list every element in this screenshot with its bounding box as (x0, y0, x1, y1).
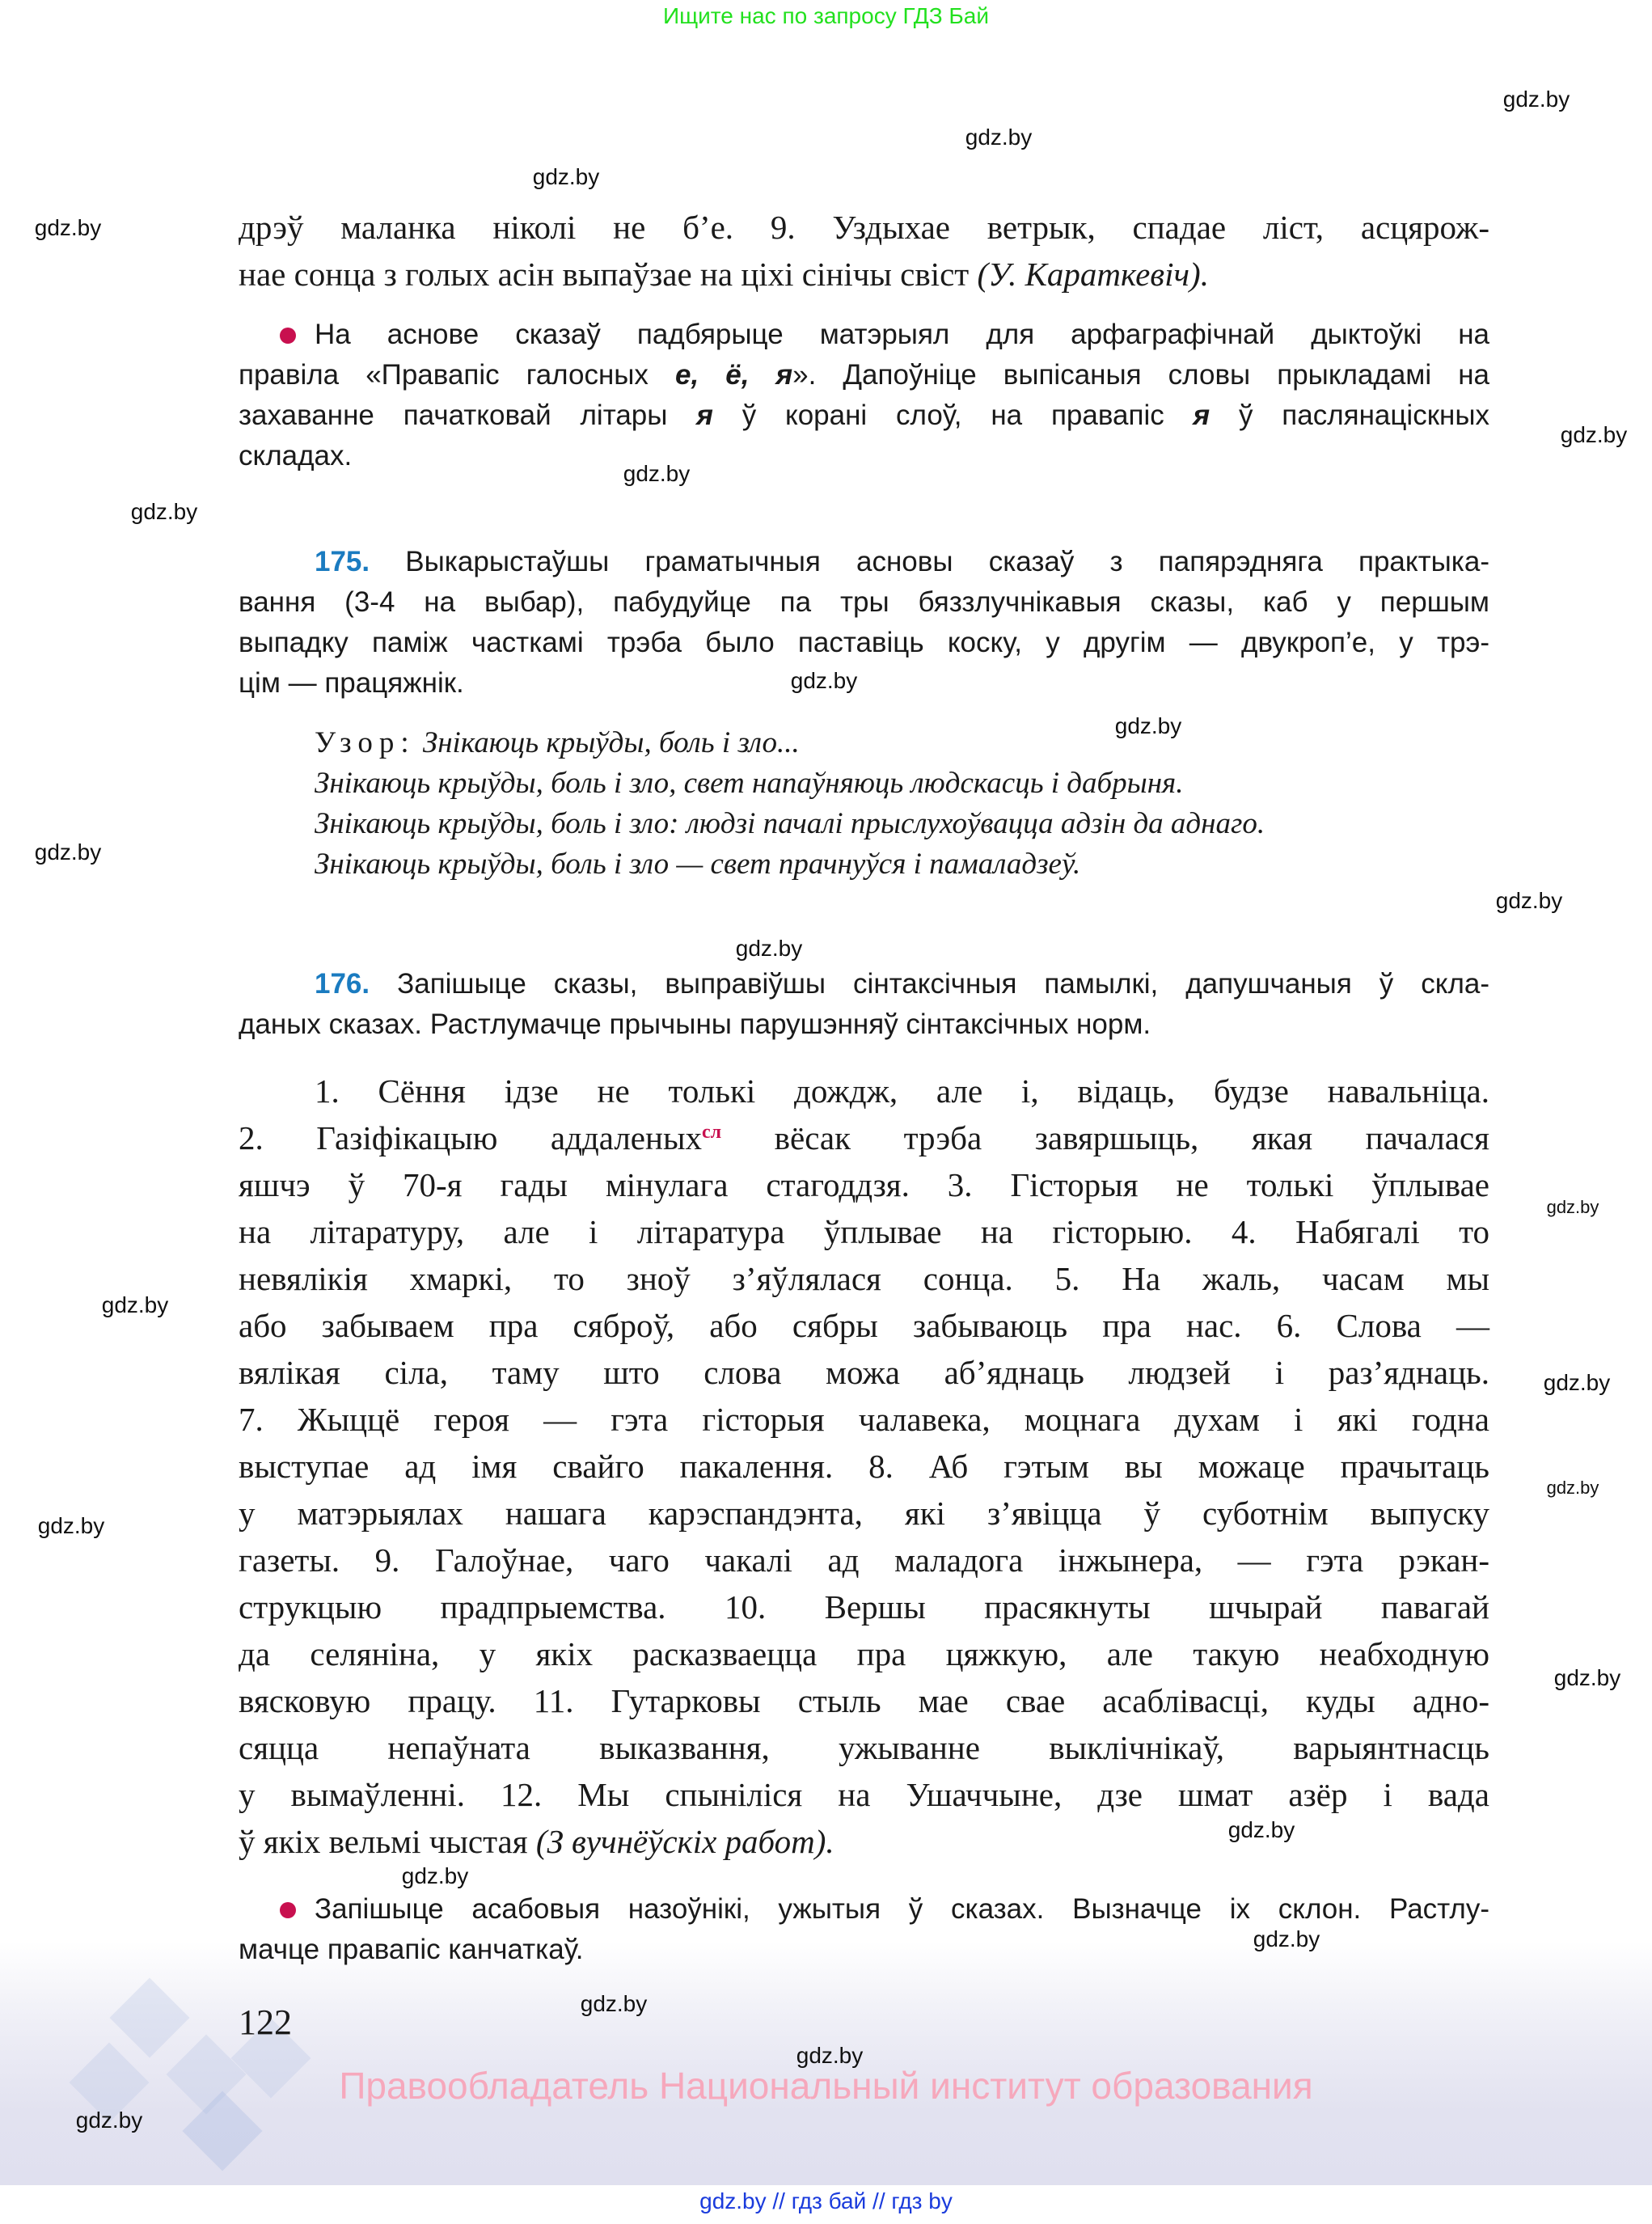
text-line (239, 1724, 1489, 1771)
watermark-text: gdz.by (1553, 1665, 1621, 1690)
text-segment: невялікія хмаркі, то зноў з’яўлялася сонца. 5. На жаль, часам мы (239, 1260, 1489, 1297)
example-uzor (239, 723, 1489, 885)
exercise-175 (239, 542, 1489, 704)
text-line (239, 1771, 1489, 1818)
text-line (239, 623, 1489, 663)
text-line (239, 1677, 1489, 1724)
text-line (239, 315, 1489, 355)
text-segment: у матэрыялах нашага карэспандэнта, які з’явіцца ў суботнім выпуску (239, 1495, 1489, 1532)
text-segment: Выкарыстаўшы граматычныя асновы сказаў з папярэдняга практыка- (370, 546, 1489, 577)
text-segment: ў паслянаціскных (1210, 400, 1490, 431)
exercise-number: 175. (315, 546, 370, 577)
text-line (239, 1630, 1489, 1677)
text-segment: ». Дапоўніце выпісаныя словы прыкладамі на (792, 359, 1489, 391)
text-segment: ў корані слоў, на правапіс (712, 400, 1194, 431)
text-segment: е, ё, я (675, 359, 793, 391)
text-segment: Знікаюць крыўды, боль і зло: людзі пачалі прыслухоўвацца адзін да аднаго. (315, 807, 1265, 840)
text-line (239, 1889, 1489, 1930)
text-segment: дрэў маланка ніколі не б’е. 9. Уздыхае ветрык, спадае ліст, асцярож- (239, 209, 1489, 246)
text-segment: (З вучнёўскіх работ). (535, 1823, 834, 1860)
text-segment: выпадку паміж часткамі трэба было паставіць коску, у другім — двукроп’е, у трэ- (239, 627, 1489, 658)
watermark-text: gdz.by (735, 936, 803, 961)
watermark-text: gdz.by (790, 668, 858, 693)
text-line (239, 763, 1489, 804)
task-bullet-dictation (239, 315, 1489, 476)
watermark-text: gdz.by (965, 125, 1033, 150)
text-segment: або забываем пра сяброў, або сябры забываюць пра нас. 6. Слова — (239, 1307, 1489, 1344)
text-segment: да селяніна, у якіх расказваецца пра цяжкую, але такую неабходную (239, 1635, 1489, 1672)
search-banner: Ищите нас по запросу ГДЗ Бай (662, 3, 990, 28)
superscript-mark: сл (702, 1122, 722, 1143)
page-number: 122 (239, 2002, 292, 2042)
text-line (239, 1255, 1489, 1302)
text-line (239, 1114, 1489, 1161)
watermark-text: gdz.by (580, 1991, 648, 2016)
text-segment: выступае ад імя свайго пакалення. 8. Аб гэтым вы можаце прачытаць (239, 1448, 1489, 1485)
rights-holder-watermark: Правообладатель Национальный институт образования (339, 2065, 1313, 2107)
text-segment: у вымаўленні. 12. Мы спыніліся на Ушаччыне, дзе шмат азёр і вада (239, 1776, 1489, 1813)
watermark-text: gdz.by (623, 461, 691, 486)
text-line (239, 1004, 1489, 1045)
exercise-176-sentences (239, 1068, 1489, 1865)
text-line (239, 1443, 1489, 1490)
text-segment: Знікаюць крыўды, боль і зло... (415, 726, 800, 759)
text-segment: нае сонца з голых асін выпаўзае на ціхі сінічы свіст (239, 256, 978, 293)
watermark-text: gdz.by (1114, 713, 1182, 738)
text-segment: сяцца непаўната выказвання, ужыванне выклічнікаў, варыянтнасць (239, 1729, 1489, 1766)
text-segment: 2. Газіфікацыю аддаленых (239, 1119, 702, 1156)
text-segment: ў якіх вельмі чыстая (239, 1823, 536, 1860)
text-line (239, 1208, 1489, 1255)
previous-exercise-text (239, 204, 1489, 298)
watermark-text: gdz.by (1502, 87, 1570, 112)
text-segment: я (1193, 400, 1210, 431)
text-segment: Запішыце асабовыя назоўнікі, ужытыя ў сказах. Вызначце іх склон. Растлу- (315, 1893, 1489, 1925)
watermark-text: gdz.by (532, 164, 600, 189)
watermark-text: gdz.by (1546, 1197, 1599, 1217)
text-segment: цім — працяжнік. (239, 667, 464, 699)
watermark-text: gdz.by (130, 499, 198, 524)
watermark-text: gdz.by (1546, 1478, 1599, 1498)
watermark-text: gdz.by (37, 1513, 105, 1538)
text-segment: яшчэ ў 70-я гады мінулага стагоддзя. 3. Гісторыя не толькі ўплывае (239, 1166, 1489, 1203)
text-line (239, 1161, 1489, 1208)
text-line (239, 542, 1489, 582)
text-line (239, 436, 1489, 476)
text-segment: (У. Караткевіч). (977, 256, 1209, 293)
text-segment: даных сказах. Растлумачце прычыны парушэнняў сінтаксічных норм. (239, 1008, 1151, 1040)
text-line (239, 204, 1489, 251)
text-segment: Узор: (315, 726, 416, 759)
watermark-text: gdz.by (1543, 1370, 1611, 1395)
text-segment: газеты. 9. Галоўнае, чаго чакалі ад маладога інжынера, — гэта рэкан- (239, 1541, 1489, 1579)
text-line (239, 1349, 1489, 1396)
text-segment: захаванне пачатковай літары (239, 400, 697, 431)
text-segment: правіла «Правапіс галосных (239, 359, 675, 391)
text-segment: Знікаюць крыўды, боль і зло, свет напаўняюць людскасць і дабрыня. (315, 767, 1184, 800)
text-line (239, 723, 1489, 763)
text-line (239, 395, 1489, 436)
text-segment: На аснове сказаў падбярыце матэрыял для арфаграфічнай дыктоўкі на (315, 319, 1489, 350)
text-segment: Знікаюць крыўды, боль і зло — свет прачнуўся і памаладзеў. (315, 848, 1081, 881)
watermark-text: gdz.by (1560, 422, 1628, 447)
watermark-text: gdz.by (401, 1863, 469, 1888)
text-line (239, 663, 1489, 704)
text-segment: вясковую працу. 11. Гутарковы стыль мае свае асаблівасці, куды адно- (239, 1682, 1489, 1719)
text-line (239, 1583, 1489, 1630)
text-line (239, 964, 1489, 1004)
watermark-text: gdz.by (1253, 1926, 1320, 1951)
exercise-number: 176. (315, 968, 370, 1000)
watermark-text: gdz.by (101, 1292, 169, 1317)
exercise-176 (239, 964, 1489, 1045)
text-line (239, 1068, 1489, 1114)
text-segment: вёсак трэба завяршыць, якая пачалася (721, 1119, 1489, 1156)
text-line (239, 1302, 1489, 1349)
text-segment: мачце правапіс канчаткаў. (239, 1934, 584, 1965)
text-segment: вання (3-4 на выбар), пабудуйце па тры бяззлучнікавыя сказы, каб у першым (239, 586, 1489, 618)
text-line (239, 251, 1489, 298)
watermark-text: gdz.by (1495, 888, 1563, 913)
text-segment: Запішыце сказы, выправіўшы сінтаксічныя памылкі, дапушчаныя ў скла- (370, 968, 1489, 1000)
text-segment: струкцыю прадпрыемства. 10. Вершы прасякнуты шчырай павагай (239, 1588, 1489, 1626)
text-segment: на літаратуру, але і літаратура ўплывае на гісторыю. 4. Набягалі то (239, 1213, 1489, 1250)
text-line (239, 1818, 1489, 1865)
text-line (239, 355, 1489, 395)
text-line (239, 582, 1489, 623)
watermark-text: gdz.by (1227, 1817, 1295, 1842)
text-line (239, 844, 1489, 885)
text-segment: вялікая сіла, таму што слова можа аб’яднаць людзей і раз’яднаць. (239, 1354, 1489, 1391)
text-line (239, 1396, 1489, 1443)
text-segment: 1. Сёння ідзе не толькі дождж, але і, відаць, будзе навальніца. (315, 1072, 1489, 1110)
text-segment: складах. (239, 440, 353, 471)
watermark-text: gdz.by (75, 2108, 143, 2133)
footer-link[interactable]: gdz.by // гдз бай // гдз by (699, 2188, 953, 2213)
text-line (239, 804, 1489, 844)
watermark-text: gdz.by (34, 215, 102, 240)
watermark-text: gdz.by (34, 839, 102, 865)
text-line (239, 1490, 1489, 1537)
watermark-text: gdz.by (796, 2043, 864, 2068)
diamond-decoration (110, 1978, 190, 2058)
text-segment: я (696, 400, 713, 431)
text-segment: 7. Жыццё героя — гэта гісторыя чалавека, моцнага духам і які годна (239, 1401, 1489, 1438)
text-line (239, 1537, 1489, 1583)
